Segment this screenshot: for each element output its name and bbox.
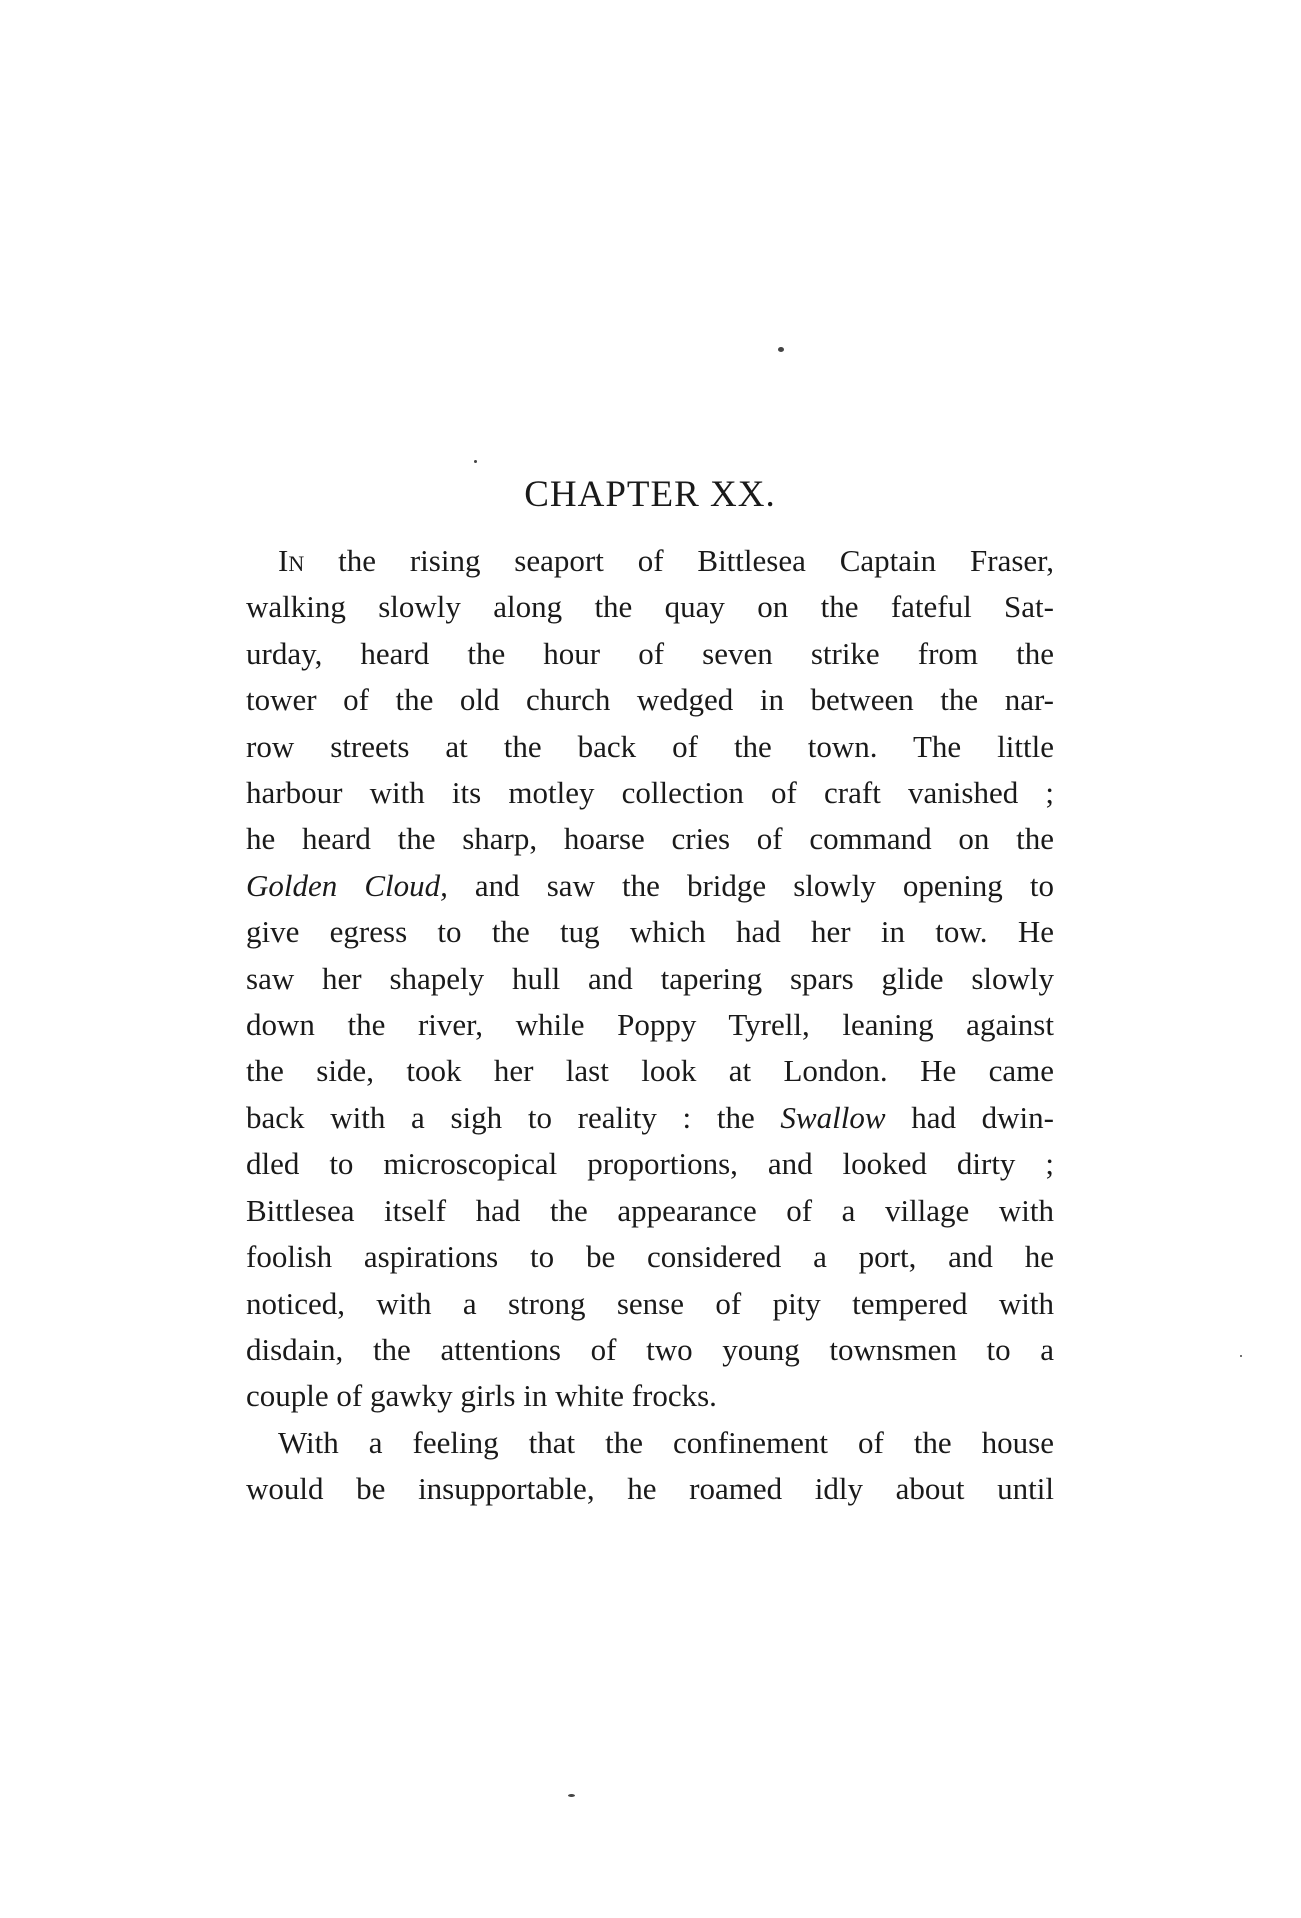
text-line: the side, took her last look at London. He came	[246, 1053, 1054, 1089]
text-line: row streets at the back of the town. The little	[246, 728, 1054, 764]
chapter-heading: CHAPTER XX.	[524, 474, 776, 515]
text-line: disdain, the attentions of two young townsmen to a	[246, 1331, 1054, 1367]
chapter-body	[246, 538, 1054, 1513]
text-line: With a feeling that the confinement of the house	[278, 1424, 1054, 1460]
ink-speck	[1240, 1355, 1242, 1357]
ink-speck	[778, 347, 784, 352]
ink-speck	[568, 1794, 575, 1797]
text-line: urday, heard the hour of seven strike from the	[246, 635, 1054, 671]
drop-word: In	[278, 543, 305, 578]
ink-speck	[474, 460, 477, 463]
text-line: walking slowly along the quay on the fateful Sat-	[246, 589, 1054, 625]
text-line: In the rising seaport of Bittlesea Captain Fraser,	[278, 543, 1054, 578]
paragraph	[246, 1420, 1054, 1513]
ship-name: Swallow	[780, 1099, 886, 1135]
text-line: he heard the sharp, hoarse cries of command on the	[246, 821, 1054, 857]
text-line: down the river, while Poppy Tyrell, leaning against	[246, 1007, 1054, 1043]
text-line: would be insupportable, he roamed idly about until	[246, 1471, 1054, 1507]
paragraph	[246, 538, 1054, 1420]
text-line: dled to microscopical proportions, and looked dirty ;	[246, 1146, 1054, 1182]
ship-name: Golden Cloud,	[246, 867, 448, 903]
text-line: foolish aspirations to be considered a port, and he	[246, 1239, 1054, 1275]
text-line: back with a sigh to reality : the Swallow had dwin-	[246, 1099, 1054, 1135]
text-line: harbour with its motley collection of craft vanished ;	[246, 775, 1054, 811]
text-line: tower of the old church wedged in between the nar-	[246, 682, 1054, 718]
text-line: saw her shapely hull and tapering spars glide slowly	[246, 960, 1054, 996]
text-line: couple of gawky girls in white frocks.	[246, 1378, 717, 1414]
text-line: noticed, with a strong sense of pity tempered with	[246, 1285, 1054, 1321]
text-line: give egress to the tug which had her in tow. He	[246, 914, 1054, 950]
text-line: Bittlesea itself had the appearance of a village with	[246, 1192, 1054, 1228]
text-line: Golden Cloud, and saw the bridge slowly opening to	[246, 867, 1054, 903]
